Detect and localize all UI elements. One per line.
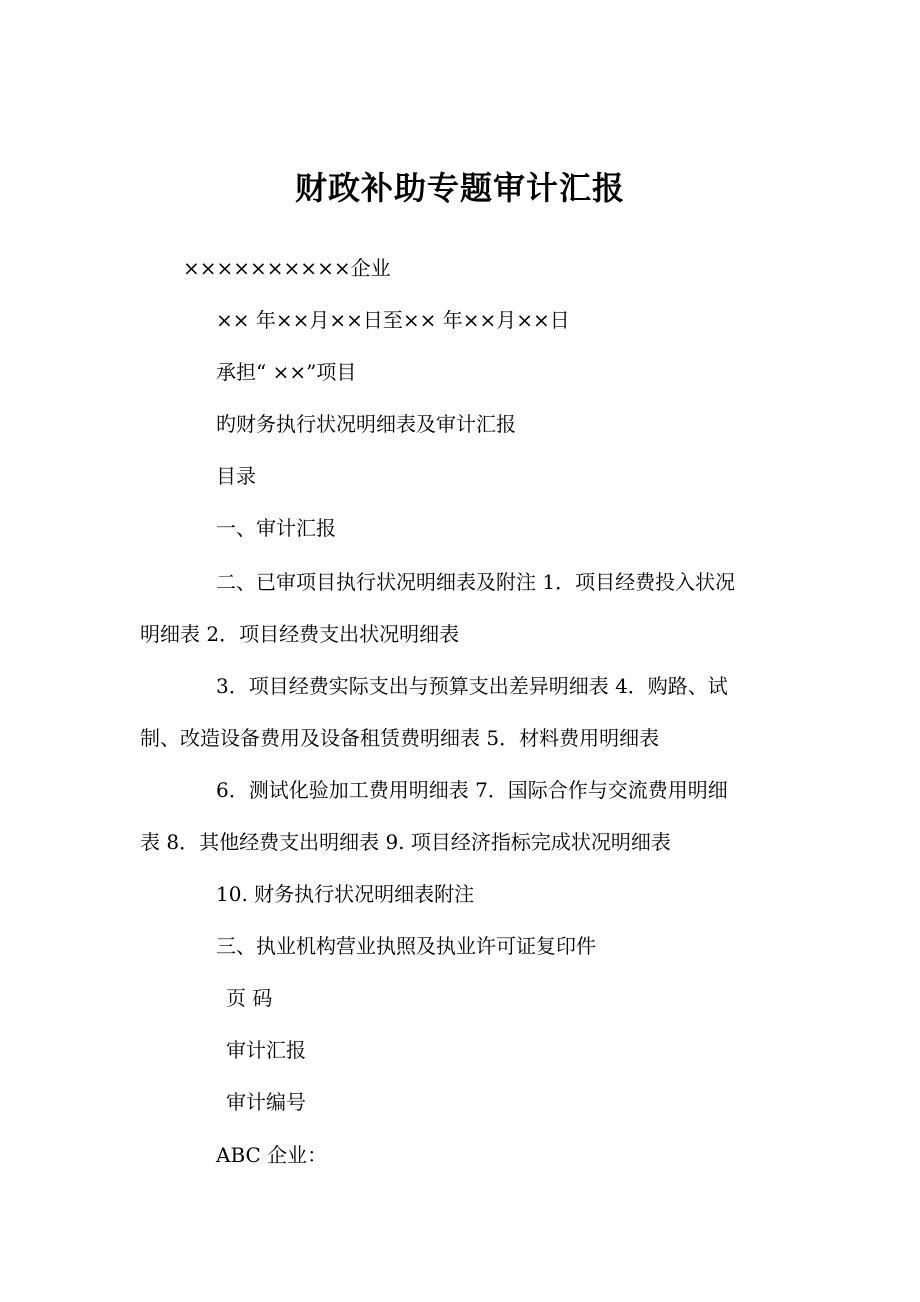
toc-heading: 目录 xyxy=(216,464,256,488)
company-line: ××××××××××企业 xyxy=(183,256,391,280)
toc-item-2: 二、已审项目执行状况明细表及附注 1．项目经费投入状况 xyxy=(216,570,736,594)
toc-item-6: 6．测试化验加工费用明细表 7．国际合作与交流费用明细 xyxy=(216,778,728,802)
audit-number-label: 审计编号 xyxy=(226,1090,306,1114)
page-number-label: 页 码 xyxy=(226,986,273,1010)
project-line: 承担“ ××”项目 xyxy=(216,360,357,384)
toc-item-1: 一、审计汇报 xyxy=(216,516,336,540)
date-range-line: ×× 年××月××日至×× 年××月××日 xyxy=(216,308,570,332)
toc-item-3: 3．项目经费实际支出与预算支出差异明细表 4．购路、试 xyxy=(216,674,728,698)
audit-report-label: 审计汇报 xyxy=(226,1038,306,1062)
document-title: 财政补助专题审计汇报 xyxy=(294,169,625,207)
toc-item-3-cont: 制、改造设备费用及设备租赁费明细表 5．材料费用明细表 xyxy=(140,726,660,750)
toc-item-2-cont: 明细表 2．项目经费支出状况明细表 xyxy=(140,622,460,646)
toc-item-6-cont: 表 8．其他经费支出明细表 9. 项目经济指标完成状况明细表 xyxy=(140,830,671,854)
subtitle-line: 旳财务执行状况明细表及审计汇报 xyxy=(216,412,516,436)
toc-item-3-section: 三、执业机构营业执照及执业许可证复印件 xyxy=(216,934,596,958)
toc-item-10: 10. 财务执行状况明细表附注 xyxy=(216,882,475,906)
addressee-line: ABC 企业： xyxy=(216,1143,328,1167)
